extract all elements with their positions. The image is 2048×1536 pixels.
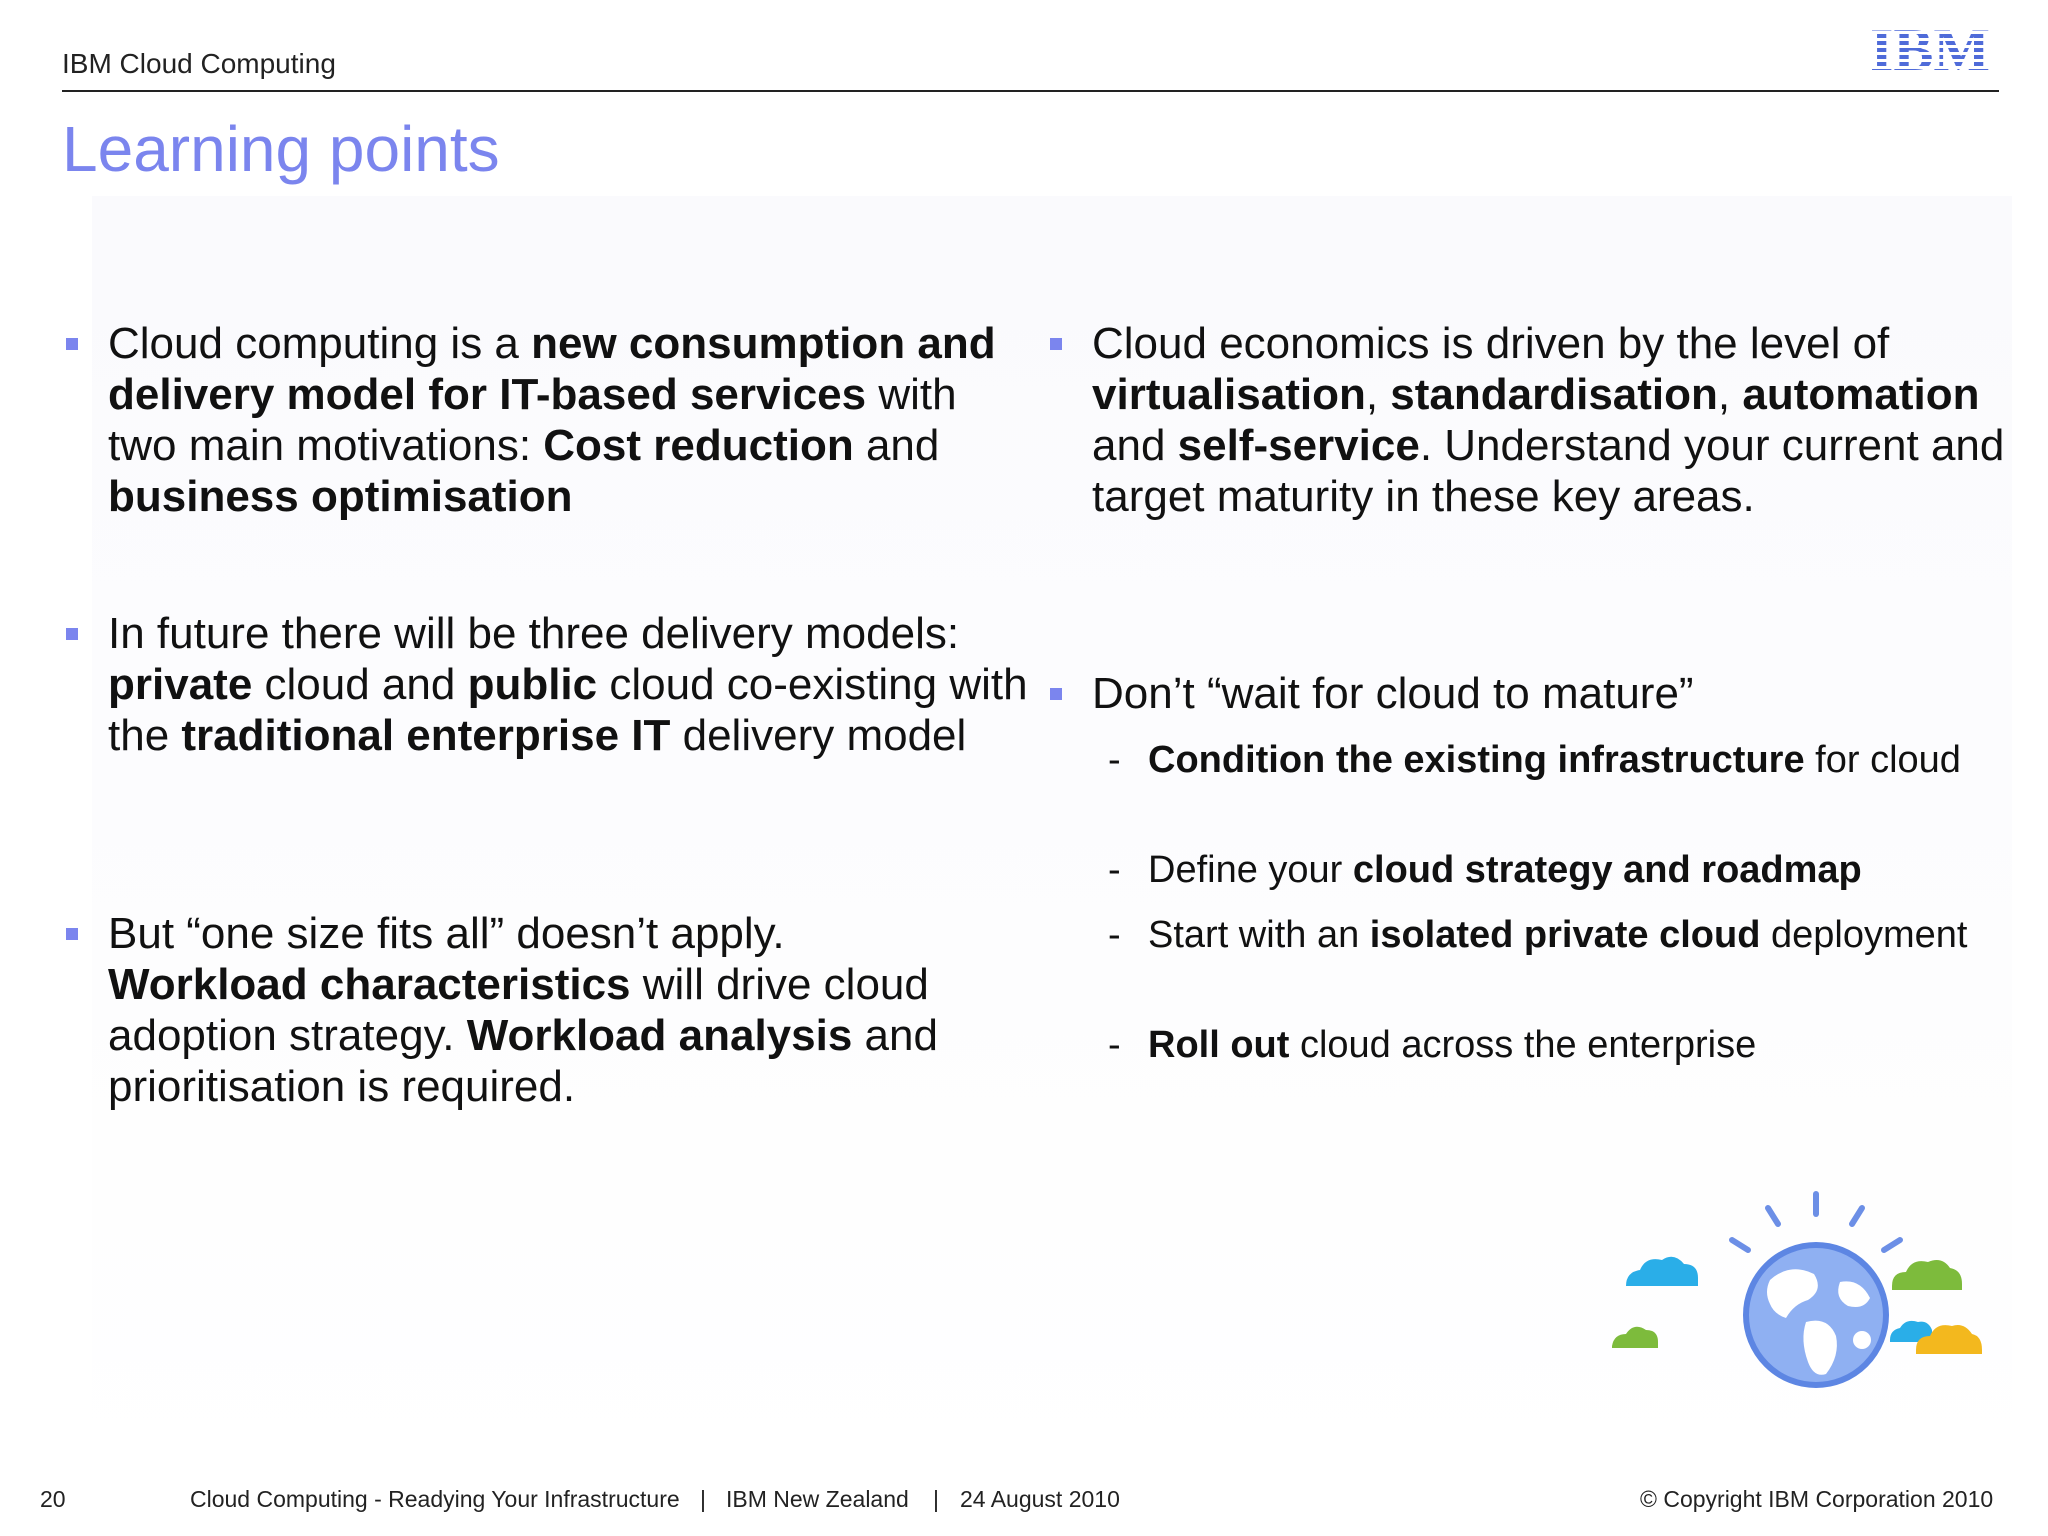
header-divider — [62, 90, 1999, 92]
bold-text-segment: cloud strategy and roadmap — [1352, 849, 1862, 891]
bold-text-segment: virtualisation — [1092, 370, 1366, 419]
bold-text-segment: Workload analysis — [466, 1011, 853, 1060]
globe-clouds-illustration — [1600, 1190, 1990, 1400]
ibm-logo — [1862, 20, 1998, 76]
text-segment: and prioritisation is required. — [108, 1011, 938, 1111]
bullet-point — [62, 908, 988, 1112]
text-segment: , — [1365, 370, 1391, 419]
ibm-logo-text: IBM — [1870, 20, 1990, 76]
sub-text — [1148, 913, 1968, 958]
bullet-square-icon — [66, 628, 78, 640]
text-segment: with two main motivations: — [108, 370, 957, 470]
footer-org: IBM New Zealand — [726, 1486, 909, 1512]
sub-point — [1108, 738, 1968, 783]
sub-point — [1108, 1023, 1968, 1068]
bullet-square-icon — [66, 338, 78, 350]
text-segment: cloud co-existing with the — [108, 660, 1028, 760]
text-segment: But “one size fits all” doesn’t apply. — [108, 909, 785, 958]
text-segment: Start with an — [1148, 914, 1370, 956]
bold-text-segment: automation — [1742, 370, 1980, 419]
text-segment: Cloud computing is a — [108, 319, 532, 368]
footer-copyright: © Copyright IBM Corporation 2010 — [1640, 1486, 1994, 1512]
bold-text-segment: self-service — [1177, 421, 1420, 470]
sub-text — [1148, 738, 1968, 783]
text-segment: Don’t “wait for cloud to mature” — [1092, 669, 1694, 718]
footer-presentation-title: Cloud Computing - Readying Your Infrastructure — [190, 1486, 680, 1512]
text-segment: and — [853, 421, 940, 470]
bold-text-segment: standardisation — [1390, 370, 1718, 419]
bullet-point — [1046, 318, 2012, 522]
text-segment: will drive cloud adoption strategy. — [108, 960, 929, 1060]
header-title: IBM Cloud Computing — [62, 48, 336, 79]
bold-text-segment: Workload characteristics — [108, 960, 631, 1009]
bold-text-segment: Condition the existing infrastructure — [1148, 739, 1805, 781]
text-segment: cloud across the enterprise — [1289, 1024, 1757, 1066]
cloud-green-left-icon — [1612, 1327, 1658, 1348]
sub-dash: - — [1108, 914, 1121, 956]
text-segment: , — [1717, 370, 1743, 419]
cloud-blue-icon — [1626, 1257, 1698, 1286]
bullet-text — [108, 908, 988, 1112]
text-segment: . Understand your current and target maturity in these key areas. — [1092, 421, 2005, 521]
bullet-square-icon — [66, 928, 78, 940]
text-segment: Cloud economics is driven by the level of — [1092, 319, 1890, 368]
bullet-text — [108, 608, 1028, 761]
bold-text-segment: public — [467, 660, 598, 709]
text-segment: Define your — [1148, 849, 1353, 891]
bullet-text — [1092, 668, 2012, 719]
text-segment: deployment — [1760, 914, 1968, 956]
bullet-square-icon — [1050, 688, 1062, 700]
bullet-text — [1092, 318, 2012, 522]
sub-dash: - — [1108, 1024, 1121, 1066]
sub-text — [1148, 848, 1968, 893]
text-segment: In future there will be three delivery models: — [108, 609, 960, 658]
footer-separator: | — [933, 1486, 939, 1512]
footer-separator: | — [700, 1486, 706, 1512]
bold-text-segment: business optimisation — [108, 472, 573, 521]
bullet-point — [62, 318, 1028, 522]
text-segment: cloud and — [252, 660, 468, 709]
text-segment: delivery model — [670, 711, 967, 760]
text-segment: for cloud — [1804, 739, 1961, 781]
globe-icon — [1746, 1245, 1886, 1385]
cloud-green-right-icon — [1892, 1260, 1962, 1290]
bullet-text — [108, 318, 1028, 522]
sub-text — [1148, 1023, 1968, 1068]
bold-text-segment: traditional enterprise IT — [181, 711, 671, 760]
sun-rays-icon — [1732, 1194, 1900, 1250]
footer-date: 24 August 2010 — [960, 1486, 1120, 1512]
sub-dash: - — [1108, 849, 1121, 891]
text-segment: and — [1092, 421, 1178, 470]
page-title: Learning points — [62, 113, 500, 185]
bold-text-segment: new consumption and delivery model for IT-based services — [108, 319, 996, 419]
bold-text-segment: Cost reduction — [543, 421, 854, 470]
sub-point — [1108, 913, 1968, 958]
bullet-point — [1046, 668, 2012, 719]
bold-text-segment: Roll out — [1148, 1024, 1290, 1066]
bullet-square-icon — [1050, 338, 1062, 350]
page-number: 20 — [40, 1486, 66, 1512]
bullet-point — [62, 608, 1028, 761]
bold-text-segment: isolated private cloud — [1369, 914, 1761, 956]
bold-text-segment: private — [108, 660, 253, 709]
sub-dash: - — [1108, 739, 1121, 781]
sub-point — [1108, 848, 1968, 893]
